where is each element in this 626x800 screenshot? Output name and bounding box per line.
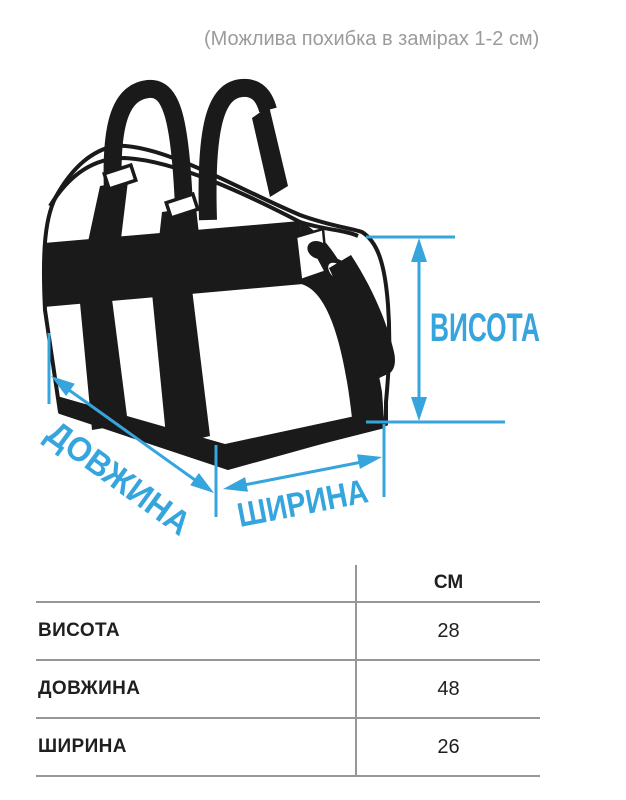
row-label: ВИСОТА — [38, 620, 120, 641]
row-label: ШИРИНА — [38, 736, 127, 757]
table-header-spacer — [36, 565, 355, 601]
table-row — [36, 661, 540, 719]
table-row — [36, 719, 540, 777]
length-dimension-label: ДОВЖИНА — [39, 413, 206, 550]
bag-rear-strap — [252, 106, 288, 197]
row-value: 48 — [355, 661, 540, 717]
row-value: 26 — [355, 719, 540, 775]
table-row — [36, 603, 540, 661]
size-table — [36, 565, 540, 777]
height-dimension-label: ВИСОТА — [430, 306, 540, 350]
measurement-tolerance-note: (Можлива похибка в замірах 1-2 см) — [204, 28, 540, 50]
row-label: ДОВЖИНА — [38, 678, 141, 699]
row-value: 28 — [355, 603, 540, 659]
width-dimension-label: ШИРИНА — [234, 468, 394, 535]
unit-column-header: СМ — [355, 565, 540, 601]
table-header-row — [36, 565, 540, 603]
